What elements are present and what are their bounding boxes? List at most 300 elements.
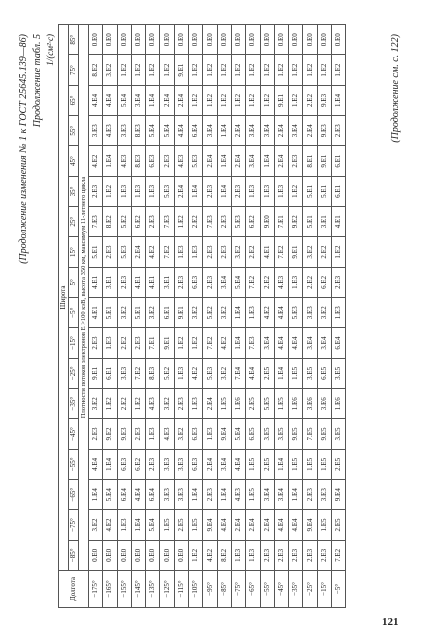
flux-cell: 6.E2 [246,206,260,236]
flux-cell: 2.E2 [260,267,274,297]
flux-cell: 1.E3 [274,176,288,206]
table-row [303,24,317,607]
flux-cell: 1.E4 [260,145,274,175]
flux-cell: 1.E3 [131,176,145,206]
flux-cell: 2.E3 [289,145,303,175]
flux-cell: 1.E2 [131,388,145,418]
flux-cell: 9.E3 [117,418,131,448]
flux-cell: 2.E2 [189,206,203,236]
flux-cell: 1.E2 [317,54,331,84]
latitude-header-cell: 15° [69,236,79,266]
flux-cell: 1.E3 [289,267,303,297]
longitude-cell: −15° [317,570,331,607]
flux-cell: 4.E4 [289,327,303,357]
flux-cell: 2.E3 [117,267,131,297]
flux-cell: 2.E5 [332,449,346,479]
flux-cell: 3.E4 [303,327,317,357]
flux-cell: 9.E1 [274,85,288,115]
flux-cell: 2.E3 [203,236,217,266]
flux-cell: 6.E3 [189,267,203,297]
flux-cell: 3.E2 [174,418,188,448]
flux-cell: 6.E4 [117,479,131,509]
flux-cell: 7.E3 [203,206,217,236]
unit-label: 1/(см²·с) [45,33,55,66]
longitude-cell: −85° [217,570,231,607]
flux-cell: 0.E0 [174,24,188,54]
flux-cell: 2.E3 [146,449,160,479]
flux-cell: 6.E3 [117,449,131,479]
flux-cell: 3.E2 [160,388,174,418]
table-row [231,24,245,607]
flux-cell: 8.E3 [146,358,160,388]
flux-cell: 1.E6 [289,388,303,418]
flux-cell: 2.E2 [246,236,260,266]
flux-cell: 6.E4 [332,327,346,357]
footer-note: (Продолжение см. с. 122) [390,33,401,143]
flux-cell: 2.E3 [274,540,288,570]
flux-cell: 6.E2 [317,267,331,297]
flux-cell: 2.E3 [174,388,188,418]
flux-cell: 6.E1 [332,176,346,206]
flux-cell: 5.E4 [103,479,117,509]
flux-cell: 1.E5 [317,509,331,539]
flux-cell: 5.E4 [117,85,131,115]
flux-cell: 3.E4 [131,85,145,115]
flux-cell: 6.E1 [332,145,346,175]
flux-cell: 1.E2 [203,85,217,115]
longitude-cell: −25° [303,570,317,607]
flux-cell: 4.E4 [89,85,103,115]
flux-cell: 3.E3 [317,479,331,509]
flux-cell: 3.E5 [303,358,317,388]
flux-cell: 3.E2 [317,297,331,327]
latitude-header-cell: −15° [69,327,79,357]
flux-cell: 1.E2 [332,54,346,84]
flux-cell: 9.E2 [103,418,117,448]
flux-cell: 3.E4 [217,267,231,297]
flux-cell: 3.E1 [317,206,331,236]
flux-cell: 2.E4 [303,115,317,145]
table-body [89,24,346,607]
flux-cell: 1.E2 [289,54,303,84]
flux-cell: 5.E3 [231,206,245,236]
flux-cell: 8.E2 [103,206,117,236]
flux-cell: 4.E2 [103,509,117,539]
flux-cell: 1.E4 [103,145,117,175]
flux-cell: 7.E3 [246,327,260,357]
flux-cell: 1.E5 [217,388,231,418]
flux-cell: 0.E0 [203,24,217,54]
flux-cell: 1.E2 [189,54,203,84]
longitude-cell: −5° [332,570,346,607]
flux-cell: 1.E2 [289,176,303,206]
flux-cell: 2.E3 [231,176,245,206]
flux-cell: 1.E3 [146,176,160,206]
flux-cell: 0.E0 [131,540,145,570]
flux-cell: 1.E2 [231,85,245,115]
flux-cell: 1.E4 [189,479,203,509]
flux-cell: 3.E5 [332,358,346,388]
flux-cell: 1.E2 [289,85,303,115]
flux-cell: 3.E4 [317,327,331,357]
table-row [117,24,131,607]
flux-cell: 7.E3 [89,206,103,236]
continuation-header: (Продолжение изменения № 1 к ГОСТ 25645.139—86) [18,33,29,264]
flux-cell: 1.E5 [303,449,317,479]
flux-cell: 1.E4 [217,176,231,206]
flux-cell: 1.E4 [332,85,346,115]
longitude-header: Долгота [59,570,89,607]
flux-cell: 2.E4 [274,145,288,175]
flux-cell: 2.E2 [117,327,131,357]
flux-cell: 5.E2 [203,297,217,327]
latitude-header-cell: −25° [69,358,79,388]
flux-cell: 4.E1 [89,267,103,297]
flux-cell: 2.E4 [131,236,145,266]
flux-cell: 0.E0 [117,24,131,54]
longitude-cell: −55° [260,570,274,607]
table-row [332,24,346,607]
flux-cell: 7.E2 [246,267,260,297]
flux-cell: 2.E3 [303,540,317,570]
flux-cell: 5.E3 [160,176,174,206]
flux-cell: 4.E3 [160,418,174,448]
flux-cell: 2.E3 [146,206,160,236]
latitude-values-row [69,24,79,607]
flux-cell: 4.E2 [260,297,274,327]
flux-cell: 9.E2 [289,206,303,236]
flux-cell: 9.E1 [89,358,103,388]
flux-cell: 2.E3 [174,267,188,297]
flux-cell: 4.E4 [274,327,288,357]
flux-cell: 9.E0 [260,206,274,236]
flux-cell: 4.E4 [103,85,117,115]
flux-cell: 1.E3 [246,297,260,327]
flux-cell: 3.E4 [260,479,274,509]
flux-cell: 1.E4 [217,115,231,145]
latitude-header-cell: 85° [69,24,79,54]
flux-cell: 1.E3 [260,176,274,206]
flux-cell: 0.E0 [231,24,245,54]
flux-cell: 5.E4 [231,267,245,297]
flux-cell: 1.E3 [146,418,160,448]
flux-cell: 6.E1 [160,297,174,327]
flux-cell: 1.E5 [317,449,331,479]
flux-cell: 2.E5 [246,388,260,418]
flux-cell: 1.E3 [117,509,131,539]
flux-cell: 3.E4 [203,115,217,145]
flux-cell: 4.E3 [146,388,160,418]
flux-cell: 1.E4 [103,449,117,479]
flux-cell: 4.E4 [246,358,260,388]
flux-cell: 9.E4 [217,418,231,448]
flux-cell: 2.E5 [260,449,274,479]
flux-cell: 9.E1 [317,145,331,175]
flux-cell: 5.E1 [89,236,103,266]
flux-cell: 3.E2 [103,54,117,84]
flux-cell: 0.E0 [117,540,131,570]
flux-cell: 1.E2 [217,54,231,84]
flux-cell: 1.E5 [189,509,203,539]
longitude-cell: −35° [289,570,303,607]
flux-cell: 3.E4 [260,327,274,357]
latitude-header-cell: −75° [69,509,79,539]
flux-cell: 0.E0 [160,540,174,570]
flux-cell: 2.E3 [89,418,103,448]
flux-cell: 9.E4 [332,479,346,509]
flux-cell: 5.E3 [289,297,303,327]
flux-cell: 7.E1 [274,206,288,236]
flux-cell: 6.E3 [189,449,203,479]
flux-cell: 7.E2 [160,236,174,266]
flux-cell: 3.E5 [260,418,274,448]
flux-cell: 1.E2 [246,54,260,84]
flux-cell: 1.E3 [203,418,217,448]
header-row-description [79,24,89,607]
flux-cell: 3.E2 [303,236,317,266]
table-row [246,24,260,607]
flux-cell: 4.E3 [117,145,131,175]
flux-cell: 4.E2 [217,327,231,357]
flux-cell: 6.E3 [189,418,203,448]
flux-cell: 0.E0 [89,24,103,54]
flux-cell: 1.E2 [203,54,217,84]
flux-cell: 1.E5 [246,479,260,509]
flux-cell: 1.E4 [231,297,245,327]
flux-cell: 3.E4 [260,115,274,145]
flux-cell: 1.E5 [289,449,303,479]
flux-cell: 6.E4 [146,479,160,509]
flux-cell: 5.E4 [231,418,245,448]
flux-cell: 6.E4 [189,115,203,145]
flux-cell: 4.E4 [174,115,188,145]
flux-cell: 1.E3 [332,297,346,327]
flux-cell: 8.E3 [131,145,145,175]
flux-cell: 4.E4 [274,297,288,327]
latitude-header-cell: 5° [69,267,79,297]
flux-cell: 6.E1 [103,358,117,388]
flux-cell: 7.E3 [160,206,174,236]
flux-cell: 6.E3 [146,145,160,175]
flux-cell: 3.E2 [217,297,231,327]
flux-cell: 0.E0 [303,24,317,54]
latitude-header-cell: 45° [69,145,79,175]
flux-table [58,24,346,608]
flux-cell: 1.E2 [217,85,231,115]
latitude-header-cell: 25° [69,206,79,236]
flux-cell: 0.E0 [317,24,331,54]
flux-cell: 9.E5 [289,418,303,448]
flux-cell: 5.E4 [160,115,174,145]
flux-cell: 1.E2 [231,54,245,84]
flux-cell: 1.E2 [103,176,117,206]
flux-cell: 1.E4 [289,479,303,509]
flux-cell: 3.E1 [103,267,117,297]
table-row [103,24,117,607]
flux-cell: 7.E1 [146,327,160,357]
flux-cell: 4.E4 [289,509,303,539]
page-number: 121 [382,616,399,628]
flux-cell: 7.E2 [131,358,145,388]
flux-cell: 0.E0 [89,540,103,570]
flux-cell: 3.E6 [303,388,317,418]
flux-cell: 1.E5 [274,388,288,418]
flux-cell: 2.E4 [231,115,245,145]
flux-cell: 4.E1 [332,206,346,236]
table-row [217,24,231,607]
flux-cell: 9.E4 [303,509,317,539]
flux-cell: 1.E2 [246,85,260,115]
flux-cell: 1.E2 [146,54,160,84]
flux-cell: 2.E2 [303,267,317,297]
flux-cell: 4.E2 [89,145,103,175]
flux-cell: 9.E1 [160,327,174,357]
flux-cell: 1.E5 [289,358,303,388]
latitude-header-cell: −65° [69,479,79,509]
flux-cell: 3.E4 [274,479,288,509]
longitude-cell: −95° [203,570,217,607]
flux-cell: 0.E0 [246,24,260,54]
flux-cell: 9.E5 [317,418,331,448]
flux-cell: 5.E1 [131,297,145,327]
flux-cell: 1.E3 [174,358,188,388]
longitude-cell: −155° [117,570,131,607]
flux-cell: 4.E4 [217,509,231,539]
flux-cell: 9.E1 [289,236,303,266]
flux-cell: 2.E4 [203,449,217,479]
flux-cell: 2.E3 [131,327,145,357]
longitude-cell: −135° [146,570,160,607]
flux-cell: 9.E1 [174,297,188,327]
flux-cell: 0.E0 [274,24,288,54]
flux-cell: 1.E6 [231,388,245,418]
flux-cell: 4.E2 [203,540,217,570]
flux-cell: 3.E5 [274,418,288,448]
latitude-header-cell: 55° [69,115,79,145]
flux-cell: 3.E2 [189,297,203,327]
flux-cell: 6.E5 [246,418,260,448]
flux-cell: 4.E4 [274,509,288,539]
flux-cell: 2.E2 [303,85,317,115]
flux-cell: 2.E4 [203,145,217,175]
flux-cell: 2.E5 [174,509,188,539]
flux-cell: 2.E4 [160,85,174,115]
flux-cell: 2.E4 [246,509,260,539]
flux-cell: 0.E0 [131,24,145,54]
flux-cell: 1.E4 [274,358,288,388]
flux-cell: 5.E3 [203,358,217,388]
flux-cell: 1.E2 [189,327,203,357]
flux-description: Плотности потоков электронов E >100 кэВ, высота 350 км, максимум 11-летнего цикла [79,24,89,570]
table-row [146,24,160,607]
flux-cell: 3.E1 [160,267,174,297]
flux-cell: 3.E3 [160,479,174,509]
flux-cell: 0.E0 [160,24,174,54]
latitude-header-cell: 75° [69,54,79,84]
flux-cell: 2.E3 [260,540,274,570]
flux-cell: 5.E1 [303,176,317,206]
table-row [189,24,203,607]
flux-cell: 0.E0 [146,24,160,54]
flux-cell: 2.E3 [217,236,231,266]
longitude-cell: −105° [189,570,203,607]
flux-cell: 1.E5 [160,509,174,539]
table-row [289,24,303,607]
flux-cell: 3.E2 [89,388,103,418]
flux-cell: 7.E2 [274,236,288,266]
flux-cell: 0.E0 [103,24,117,54]
flux-cell: 1.E2 [260,54,274,84]
flux-cell: 2.E4 [231,509,245,539]
longitude-cell: −115° [174,570,188,607]
flux-cell: 3.E4 [246,115,260,145]
latitude-header-cell: −35° [69,388,79,418]
flux-cell: 1.E2 [131,54,145,84]
flux-cell: 2.E3 [131,418,145,448]
flux-cell: 1.E4 [89,479,103,509]
flux-cell: 4.E1 [131,267,145,297]
flux-cell: 8.E2 [217,540,231,570]
flux-cell: 1.E3 [246,540,260,570]
longitude-cell: −65° [246,570,260,607]
flux-cell: 1.E4 [217,479,231,509]
flux-cell: 7.E2 [332,540,346,570]
flux-cell: 1.E2 [174,327,188,357]
flux-cell: 6.E2 [131,449,145,479]
flux-cell: 3.E3 [89,115,103,145]
flux-cell: 8.E1 [303,145,317,175]
flux-cell: 2.E3 [203,479,217,509]
flux-cell: 1.E4 [189,176,203,206]
flux-cell: 3.E3 [117,358,131,388]
flux-cell: 2.E3 [203,267,217,297]
flux-cell: 5.E1 [103,297,117,327]
flux-cell: 2.E3 [203,176,217,206]
flux-cell: 9.E4 [203,509,217,539]
flux-cell: 0.E0 [174,540,188,570]
flux-cell: 2.E2 [117,388,131,418]
flux-cell: 6.E2 [131,206,145,236]
latitude-header-cell: −5° [69,297,79,327]
table-row [203,24,217,607]
longitude-cell: −175° [89,570,103,607]
flux-cell: 2.E4 [174,85,188,115]
flux-cell: 0.E0 [189,24,203,54]
latitude-header-cell: −85° [69,540,79,570]
flux-cell: 1.E3 [189,236,203,266]
table-row [317,24,331,607]
rotated-content [12,16,412,616]
flux-cell: 4.E1 [89,297,103,327]
latitude-header-cell: 65° [69,85,79,115]
table-row [89,24,103,607]
flux-cell: 1.E2 [189,85,203,115]
flux-cell: 0.E0 [146,540,160,570]
flux-cell: 4.E1 [146,267,160,297]
table-row [260,24,274,607]
flux-cell: 6.E5 [317,358,331,388]
flux-cell: 5.E5 [260,388,274,418]
flux-cell: 1.E2 [117,54,131,84]
flux-cell: 4.E4 [231,449,245,479]
flux-cell: 5.E2 [117,206,131,236]
flux-cell: 5.E3 [189,145,203,175]
flux-cell: 3.E2 [117,297,131,327]
latitude-header-cell: −55° [69,449,79,479]
flux-cell: 4.E3 [174,145,188,175]
flux-cell: 3.E3 [160,449,174,479]
flux-cell: 1.E2 [160,54,174,84]
